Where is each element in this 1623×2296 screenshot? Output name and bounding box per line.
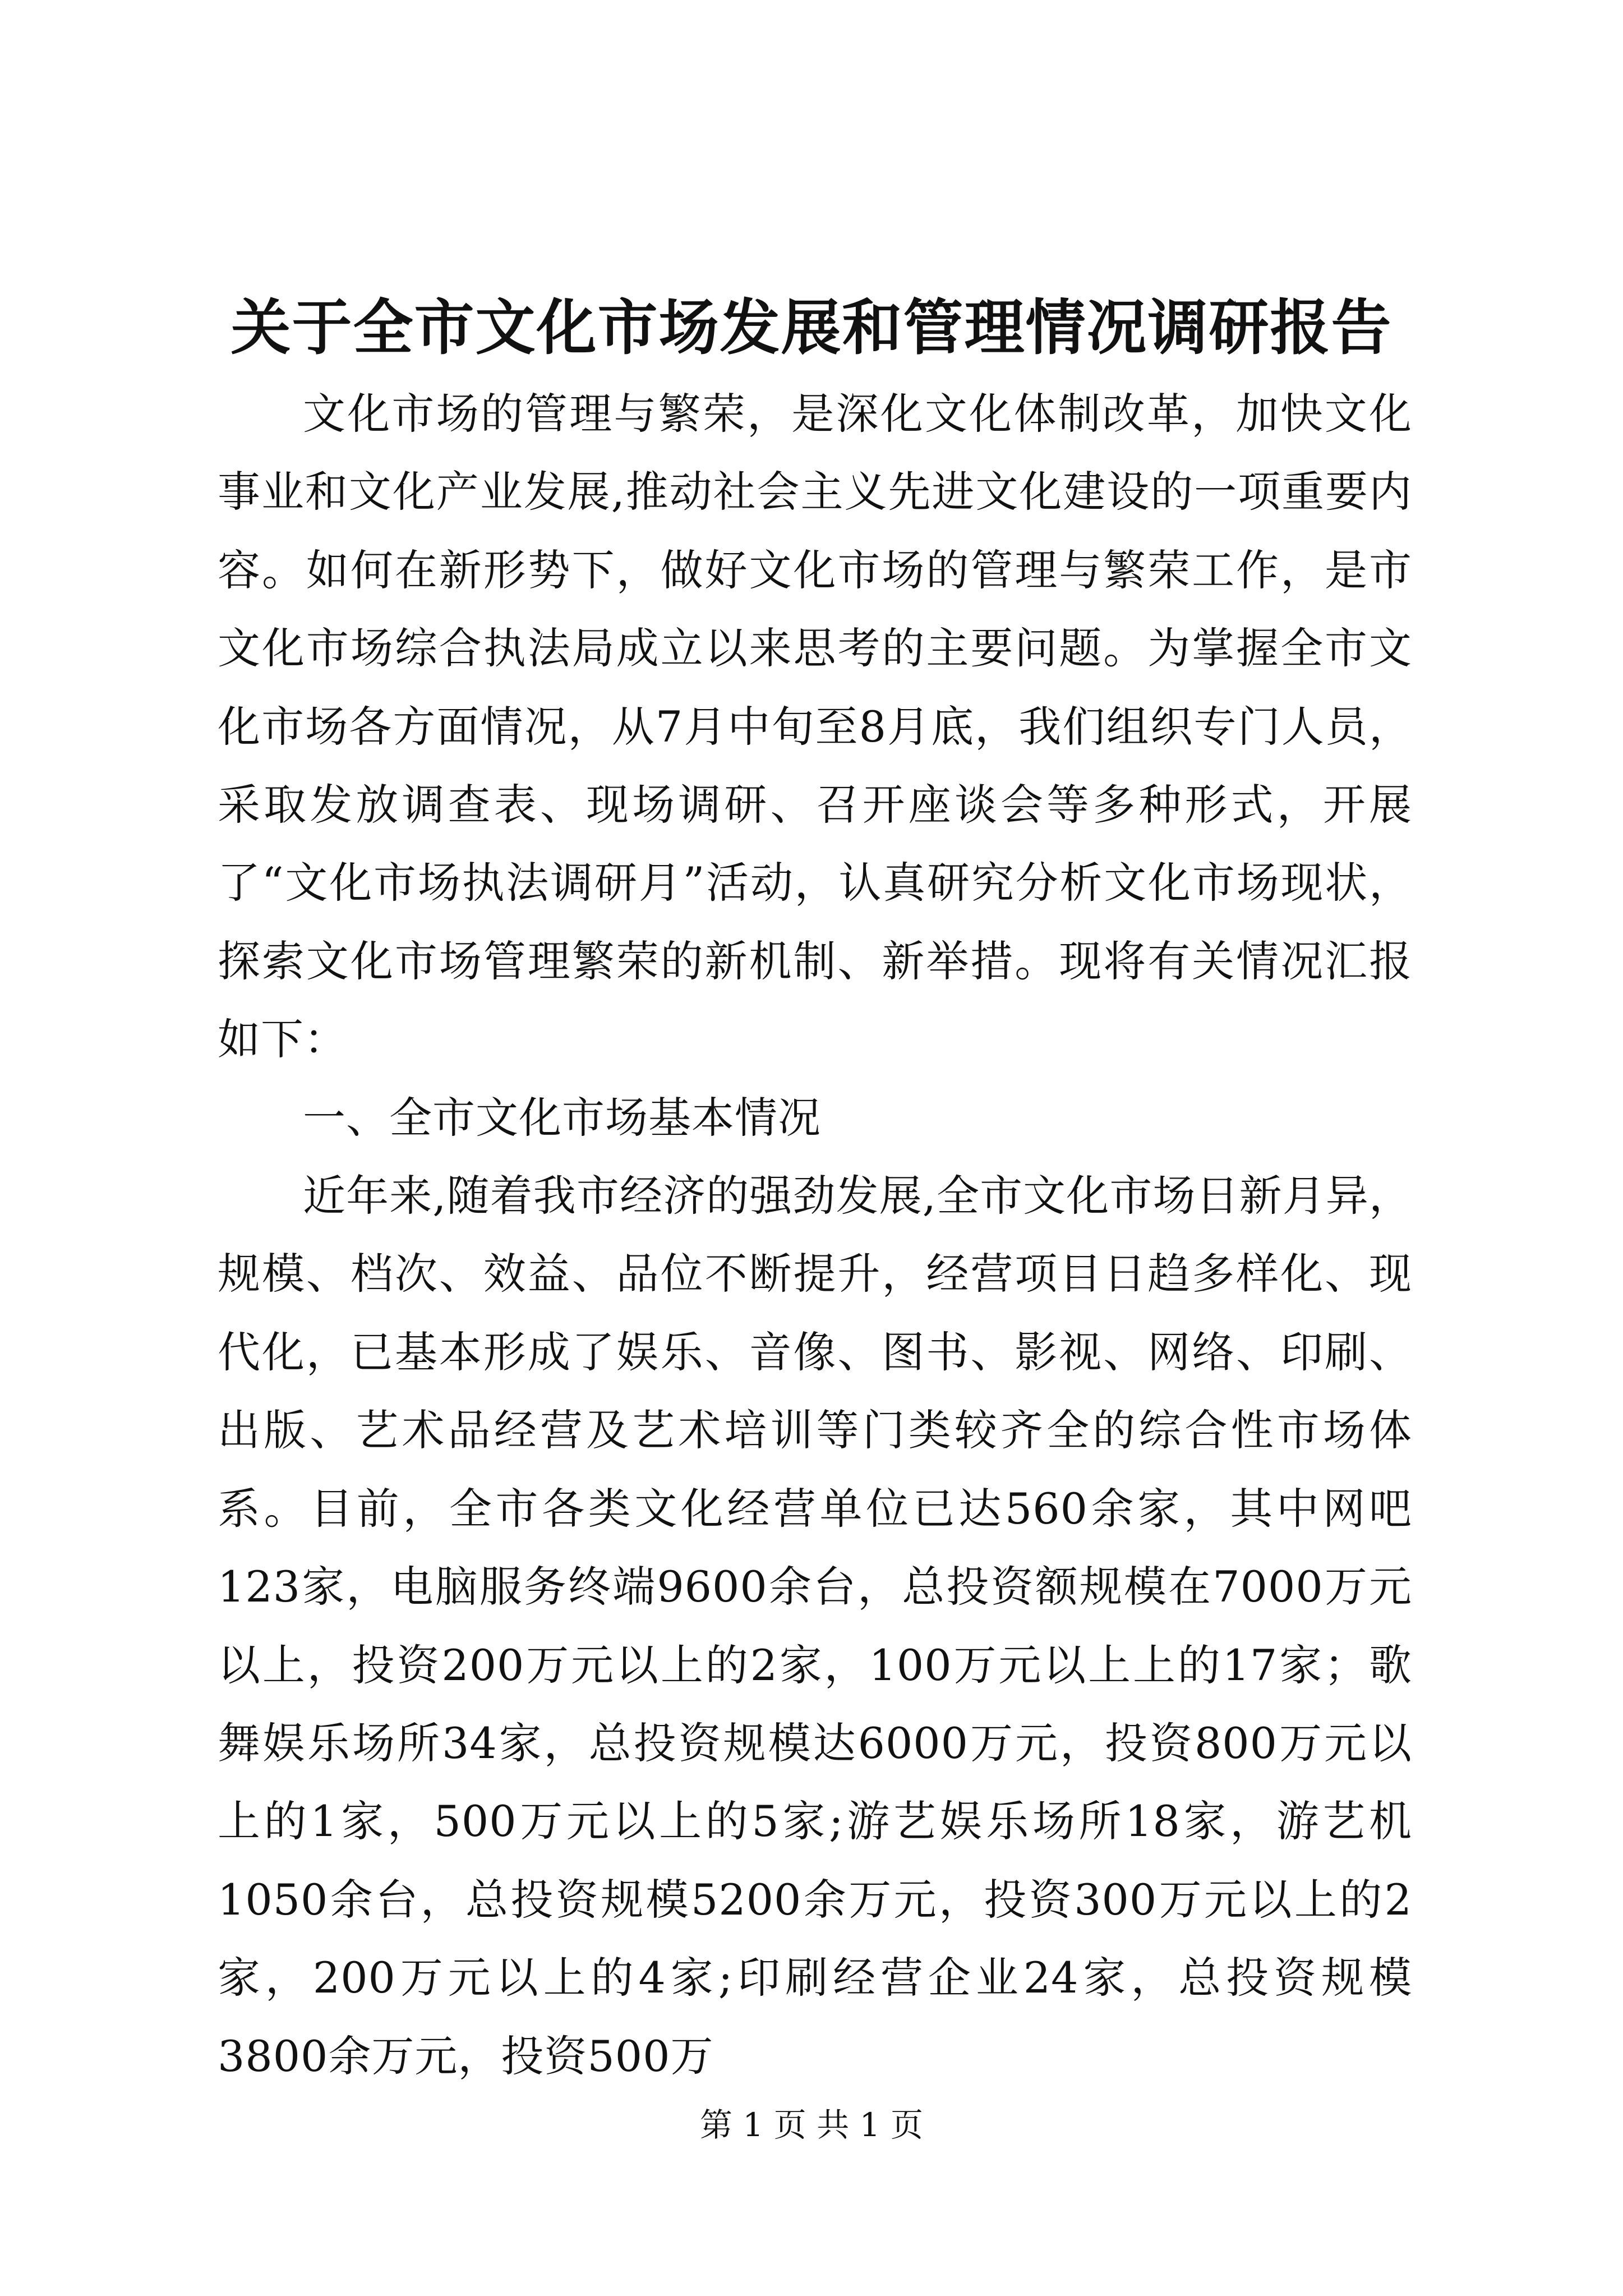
paragraph-section-1: 近年来,随着我市经济的强劲发展,全市文化市场日新月异，规模、档次、效益、品位不断提升，经营项目日趋多样化、现代化，已基本形成了娱乐、音像、图书、影视、网络、印刷、出版、艺术品经营及艺术培训等门类较齐全的综合性市场体系。目前，全市各类文化经营单位已达560余家，其中网吧123家，电脑服务终端9600余台，总投资额规模在7000万元以上，投资200万元以上的2家，100万元以上上的17家；歌舞娱乐场所34家，总投资规模达6000万元，投资800万元以上的1家，500万元以上的5家;游艺娱乐场所18家，游艺机1050余台，总投资规模5200余万元，投资300万元以上的2家，200万元以上的4家;印刷经营企业24家，总投资规模3800余万元，投资500万 [218, 1171, 1412, 2081]
page-footer: 第 1 页 共 1 页 [700, 2106, 923, 2144]
paragraph-intro: 文化市场的管理与繁荣，是深化文化体制改革，加快文化事业和文化产业发展,推动社会主义先进文化建设的一项重要内容。如何在新形势下，做好文化市场的管理与繁荣工作，是市文化市场综合执法局成立以来思考的主要问题。为掌握全市文化市场各方面情况，从7月中旬至8月底，我们组织专门人员，采取发放调查表、现场调研、召开座谈会等多种形式，开展了“文化市场执法调研月”活动，认真研究分析文化市场现状，探索文化市场管理繁荣的新机制、新举措。现将有关情况汇报如下： [218, 389, 1412, 1065]
document-body [218, 375, 1412, 2095]
document-title: 关于全市文化市场发展和管理情况调研报告 [230, 293, 1393, 363]
section-heading-1: 一、全市文化市场基本情况 [303, 1092, 821, 1143]
